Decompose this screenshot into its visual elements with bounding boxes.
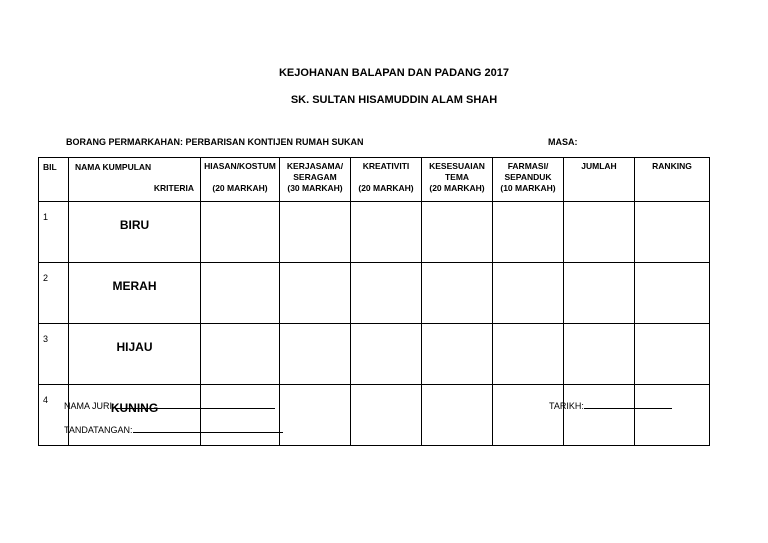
column-header-kreativiti: KREATIVITI (20 MARKAH) (351, 158, 422, 202)
tarikh-label: TARIKH: (549, 401, 584, 411)
kumpulan-header (69, 158, 201, 202)
table-row (39, 202, 710, 263)
tarikh-field (549, 399, 672, 411)
column-header-hiasan: HIASAN/KOSTUM (20 MARKAH) (201, 158, 280, 202)
column-header-jumlah: JUMLAH (564, 158, 635, 202)
row-number: 2 (39, 263, 69, 324)
score-cell[interactable] (493, 385, 564, 446)
score-cell[interactable] (564, 263, 635, 324)
tarikh-line[interactable] (584, 399, 672, 409)
column-header-kerjasama: KERJASAMA/ SERAGAM (30 MARKAH) (280, 158, 351, 202)
kriteria-label: KRITERIA (153, 183, 194, 193)
bil-header: BIL (39, 158, 69, 202)
score-cell[interactable] (493, 324, 564, 385)
tandatangan-label: TANDATANGAN: (64, 425, 133, 435)
score-cell[interactable] (201, 202, 280, 263)
score-cell[interactable] (635, 324, 710, 385)
score-cell[interactable] (422, 324, 493, 385)
score-cell[interactable] (280, 202, 351, 263)
masa-label: MASA: (548, 137, 578, 147)
row-number: 1 (39, 202, 69, 263)
score-cell[interactable] (201, 263, 280, 324)
score-cell[interactable] (422, 385, 493, 446)
score-cell[interactable] (493, 202, 564, 263)
score-cell[interactable] (422, 263, 493, 324)
score-cell[interactable] (635, 385, 710, 446)
column-header-kesesuaian: KESESUAIAN TEMA (20 MARKAH) (422, 158, 493, 202)
table-header-row (39, 158, 710, 202)
score-cell[interactable] (564, 202, 635, 263)
event-title: KEJOHANAN BALAPAN DAN PADANG 2017 (278, 67, 509, 79)
score-cell[interactable] (635, 263, 710, 324)
column-header-ranking: RANKING (635, 158, 710, 202)
score-cell[interactable] (564, 324, 635, 385)
score-cell[interactable] (351, 202, 422, 263)
row-number: 4 (39, 385, 69, 446)
row-number: 3 (39, 324, 69, 385)
column-header-farmasi: FARMASI/ SEPANDUK (10 MARKAH) (493, 158, 564, 202)
tandatangan-field (64, 423, 283, 435)
score-cell[interactable] (280, 324, 351, 385)
score-cell[interactable] (493, 263, 564, 324)
table-row (39, 263, 710, 324)
score-cell[interactable] (422, 202, 493, 263)
score-cell[interactable] (351, 263, 422, 324)
form-title: BORANG PERMARKAHAN: PERBARISAN KONTIJEN RUMAH SUKAN (66, 137, 364, 147)
team-name: KUNING (69, 385, 201, 446)
score-cell[interactable] (280, 385, 351, 446)
score-cell[interactable] (635, 202, 710, 263)
nama-kumpulan-label: NAMA KUMPULAN (75, 162, 152, 172)
score-cell[interactable] (280, 263, 351, 324)
nama-juri-line[interactable] (115, 399, 275, 409)
table-row (39, 385, 710, 446)
score-cell[interactable] (564, 385, 635, 446)
score-cell[interactable] (351, 385, 422, 446)
team-name: MERAH (69, 263, 201, 324)
score-cell[interactable] (351, 324, 422, 385)
score-cell[interactable] (201, 385, 280, 446)
team-name: HIJAU (69, 324, 201, 385)
nama-juri-label: NAMA JURI: (64, 401, 115, 411)
table-row (39, 324, 710, 385)
nama-juri-field (64, 399, 275, 411)
team-name: BIRU (69, 202, 201, 263)
score-cell[interactable] (201, 324, 280, 385)
tandatangan-line[interactable] (133, 423, 283, 433)
school-name: SK. SULTAN HISAMUDDIN ALAM SHAH (290, 94, 498, 106)
